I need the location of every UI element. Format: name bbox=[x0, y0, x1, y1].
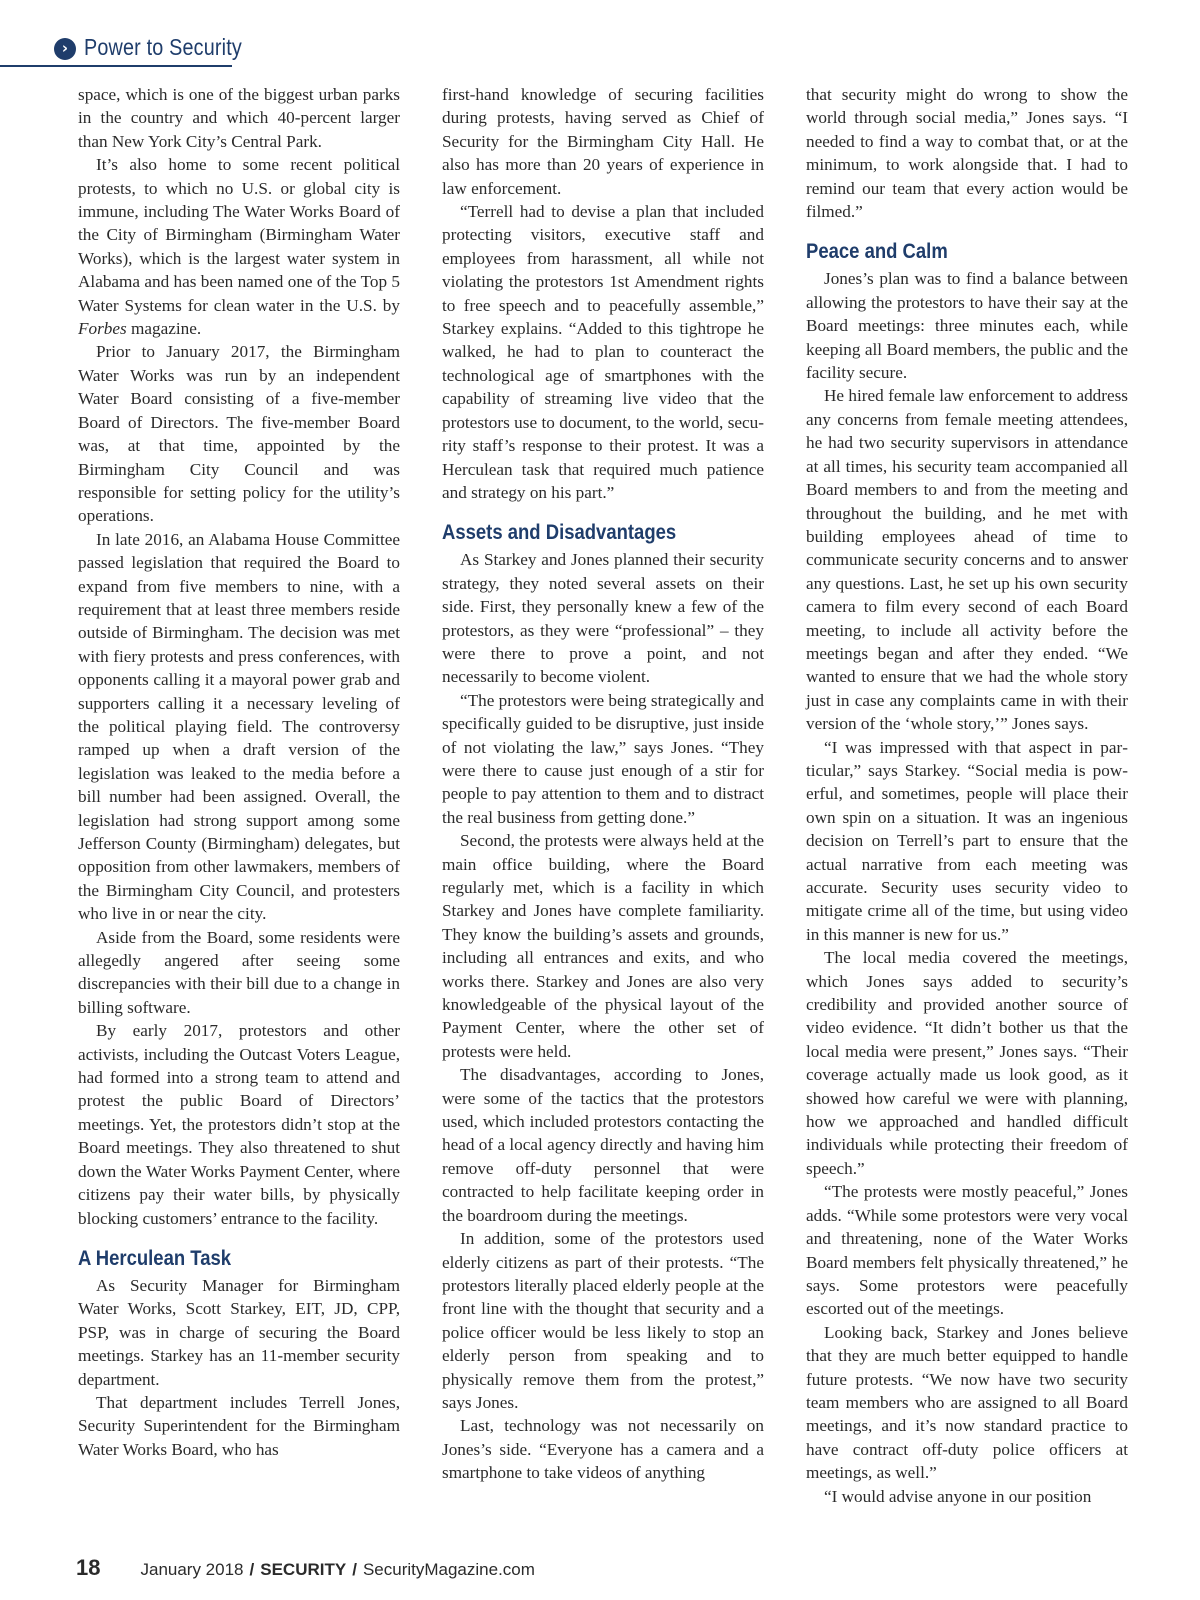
paragraph: That department includes Terrell Jones, Security Superintendent for the Birmingham Water Works Board, who has bbox=[78, 1392, 400, 1459]
paragraph: “I was impressed with that aspect in particular,” says Starkey. “Social media is powerful, and sometimes, people will place their own spin on a situation. It was an ingenious decision on Terrell’s part to ensure that the actual narrative from each meeting was accurate. Security uses security video to mitigate crime all of the time, but using video in this manner is new for us.” bbox=[806, 737, 1128, 944]
paragraph: As Starkey and Jones planned their security strategy, they noted several assets on their side. First, they personally knew a few of the protestors, as they were “professional” – they were there to prove a point, and not necessarily to become violent. bbox=[442, 550, 764, 687]
paragraph: In addition, some of the protestors used elderly citizens as part of their protests. “The protestors literally placed elderly people at the front line with the thought that security and a police officer would be less likely to stop an elderly person from speaking and to physically remove them from the protest,” says Jones. bbox=[442, 1229, 764, 1412]
magazine-name: SECURITY bbox=[260, 1560, 347, 1579]
paragraph: “Terrell had to devise a plan that included protecting visitors, executive staff and employees from harassment, all while not violating the protestors 1st Amendment rights to free speech and to peacefully assemble,” Starkey explains. “Added to this tightrope he walked, he had to plan to counteract the technological age of smartphones with the capability of streaming live video that the protestors use to document, to the world, security staff’s response to their protest. It was a Herculean task that required much patience and strategy on his part.” bbox=[442, 202, 764, 502]
article-column-2 bbox=[442, 83, 764, 1485]
paragraph: He hired female law enforcement to address any concerns from female meeting attendees, he had two security supervisors in attendance at all times, his security team accompanied all Board members to and from the meeting and throughout the building, and he met with building employees ahead of time to communicate security concerns and to answer any questions. Last, he set up his own security camera to film every second of each Board meeting, to include all activity before the meetings began and after they ended. “We wanted to ensure that we had the whole story just in case any complaints came in with their version of the ‘whole story,’” Jones says. bbox=[806, 386, 1128, 734]
paragraph: Jones’s plan was to find a balance between allowing the protestors to have their say at the Board meetings: three minutes each, while keeping all Board members, the public and the facility secure. bbox=[806, 269, 1128, 383]
paragraph: As Security Manager for Birmingham Water Works, Scott Starkey, EIT, JD, CPP, PSP, was in charge of securing the Board meetings. Starkey has an 11-member security department. bbox=[78, 1275, 400, 1389]
article-column-1 bbox=[78, 83, 400, 1461]
paragraph: It’s also home to some recent political protests, to which no U.S. or global city is immune, including The Water Works Board of the City of Birmingham (Birmingham Water Works), which is the largest water system in Alabama and has been named one of the Top 5 Water Systems for clean water in the U.S. by Forbes magazine. bbox=[78, 155, 400, 339]
paragraph: Last, technology was not necessarily on Jones’s side. “Everyone has a camera and a smartphone to take videos of anything bbox=[442, 1416, 764, 1483]
footer-separator: / bbox=[352, 1560, 357, 1579]
subheading: Assets and Disadvantages bbox=[442, 521, 677, 545]
chevron-right-circle-icon: › bbox=[54, 38, 76, 60]
magazine-website: SecurityMagazine.com bbox=[362, 1560, 535, 1579]
subheading: A Herculean Task bbox=[78, 1246, 232, 1270]
paragraph: Looking back, Starkey and Jones believe that they are much better equipped to handle future protests. “We now have two security team members who are assigned to all Board meetings, and it’s now standard practice to have contract off-duty police officers at meetings, as well.” bbox=[806, 1322, 1128, 1483]
paragraph: that security might do wrong to show the world through social media,” Jones says. “I needed to find a way to combat that, or at the minimum, to work alongside that. I had to remind our team that every action would be filmed.” bbox=[806, 85, 1128, 222]
header-rule bbox=[0, 65, 232, 67]
paragraph: first-hand knowledge of securing facilities during protests, having served as Chief of Security for the Birmingham City Hall. He also has more than 20 years of experience in law enforcement. bbox=[442, 85, 764, 198]
paragraph: In late 2016, an Alabama House Committee passed legislation that required the Board to expand from five members to nine, with a requirement that at least three members reside outside of Birmingham. The decision was met with fiery protests and press conferences, with opponents calling it a mayoral power grab and supporters calling it a necessary leveling of the political playing field. The controversy ramped up when a draft version of the legislation was leaked to the media before a bill number had been assigned. Overall, the legislation had strong support among some Jefferson County (Birmingham) delegates, but opposition from other lawmakers, members of the Birmingham City Council, and protesters who live in or near the city. bbox=[78, 529, 400, 924]
page-number: 18 bbox=[76, 1555, 101, 1580]
paragraph: Prior to January 2017, the Birmingham Water Works was run by an independent Water Board consisting of a five-member Board of Directors. The five-member Board was, at that time, appointed by the Birmingham City Council and was responsible for setting policy for the utility’s operations. bbox=[78, 342, 400, 526]
paragraph: Aside from the Board, some residents were allegedly angered after seeing some discrepancies with their bill due to a change in billing software. bbox=[78, 927, 400, 1017]
footer-separator: / bbox=[249, 1560, 255, 1579]
section-title: Power to Security bbox=[84, 34, 242, 60]
paragraph: Second, the protests were always held at the main office building, where the Board regularly met, which is a facility in which Starkey and Jones have complete familiarity. They know the building’s assets and grounds, including all entrances and exits, and who works there. Starkey and Jones are also very knowledgeable of the physical layout of the Payment Center, where the other set of protests were held. bbox=[442, 831, 764, 1061]
article-column-3 bbox=[806, 83, 1128, 1508]
paragraph: The local media covered the meetings, which Jones says added to security’s credibility and provided another source of video evidence. “It didn’t bother us that the local media were present,” Jones says. “Their coverage actually made us look good, as it showed how careful we were with planning, how we approached and handled difficult individuals while protecting their freedom of speech.” bbox=[806, 948, 1128, 1178]
issue-date: January 2018 bbox=[140, 1560, 244, 1579]
paragraph: The disadvantages, according to Jones, were some of the tactics that the protestors used, which included protestors contacting the head of a local agency directly and having him remove off-duty personnel that were contracted to help facilitate keeping order in the boardroom during the meetings. bbox=[442, 1065, 764, 1225]
paragraph: By early 2017, protestors and other activists, including the Outcast Voters League, had formed into a strong team to attend and protest the public Board of Directors’ meetings. Yet, the protestors didn’t stop at the Board meetings. They also threatened to shut down the Water Works Payment Center, where citizens pay their water bills, by physically blocking customers’ entrance to the facility. bbox=[78, 1021, 400, 1228]
subheading: Peace and Calm bbox=[806, 240, 948, 264]
page-header bbox=[0, 0, 1200, 72]
paragraph: “I would advise anyone in our position bbox=[824, 1486, 1092, 1506]
page-footer bbox=[76, 1555, 535, 1581]
paragraph: “The protestors were being strategically and specifically guided to be disruptive, just inside of not violating the law,” says Jones. “They were there to cause just enough of a stir for people to pay attention to them and to distract the real business from getting done.” bbox=[442, 690, 765, 827]
paragraph: “The protests were mostly peaceful,” Jones adds. “While some protestors were very vocal and threatening, none of the Water Works Board members felt physically threatened,” he says. Some protestors were peacefully escorted out of the meetings. bbox=[806, 1182, 1128, 1319]
paragraph: space, which is one of the biggest urban parks in the country and which 40-percent larger than New York City’s Central Park. bbox=[78, 85, 400, 151]
